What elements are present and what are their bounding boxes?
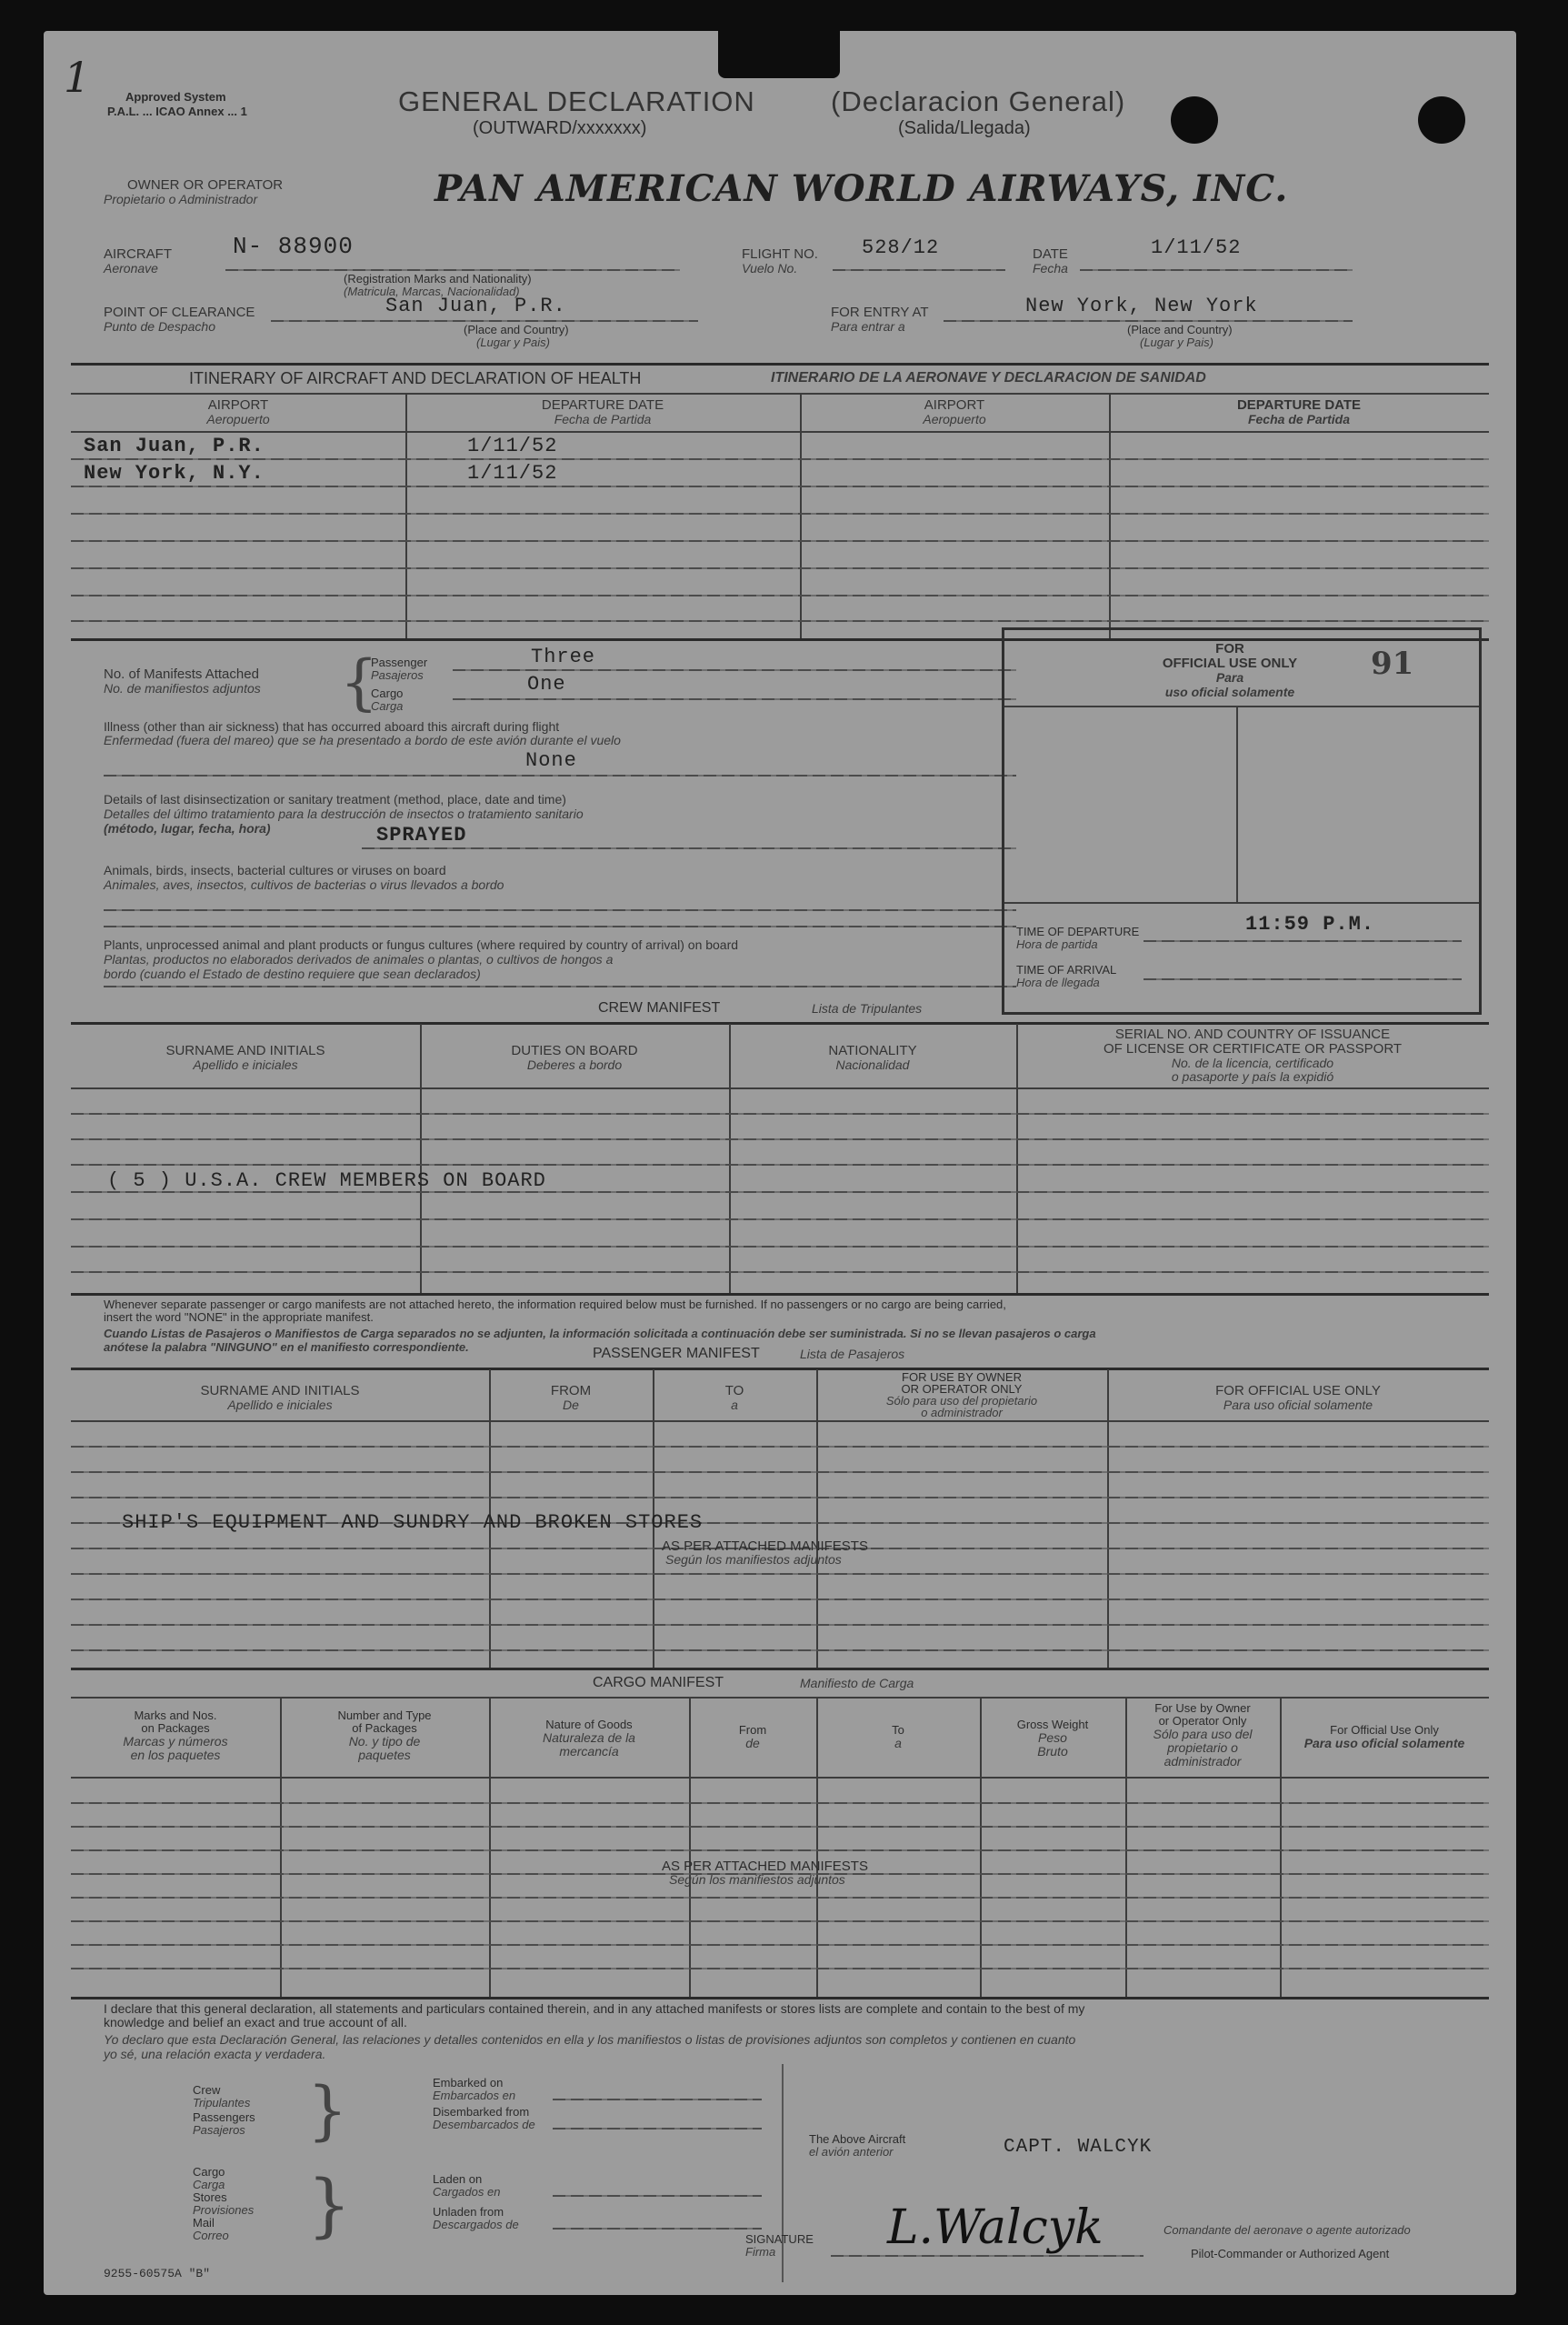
punch-hole <box>1418 96 1465 144</box>
declaration-line-2: knowledge and belief an exact and true account of all. <box>104 2015 407 2029</box>
itinerary-row-2-airport: New York, N.Y. <box>84 462 265 485</box>
cargo-stamp: AS PER ATTACHED MANIFESTS <box>662 1859 868 1874</box>
itin-col-departure-2: DEPARTURE DATE <box>1236 397 1362 413</box>
captain-signature: L.Walcyk <box>887 2200 1104 2255</box>
animals-label-es: Animales, aves, insectos, cultivos de bacterias o virus llevados a bordo <box>104 877 504 892</box>
cargo-col-marks: Marks and Nos. on Packages Marcas y números en los paquetes <box>123 1709 228 1762</box>
itin-col-airport-es: Aeropuerto <box>206 412 270 426</box>
disinsection-value: SPRAYED <box>376 824 467 847</box>
cargo-label: Cargo <box>193 2165 225 2179</box>
entry-label-es: Para entrar a <box>831 319 905 334</box>
itin-col-departure-es: Fecha de Partida <box>554 412 652 426</box>
entry-value: New York, New York <box>1025 295 1258 317</box>
crew-entry: ( 5 ) U.S.A. CREW MEMBERS ON BOARD <box>107 1169 546 1192</box>
plants-label-es-2: bordo (cuando el Estado de destino requiere que sean declarados) <box>104 967 481 981</box>
crew-col-nationality: NATIONALITY <box>828 1043 917 1058</box>
clearance-value: San Juan, P.R. <box>385 295 566 317</box>
notice-line-1: Whenever separate passenger or cargo manifests are not attached hereto, the information required below must be furnished. If no passengers or no cargo are being carried, <box>104 1298 1006 1311</box>
crew-col-duties: DUTIES ON BOARD <box>511 1043 638 1058</box>
itin-col-airport-2: AIRPORT <box>924 397 985 413</box>
owner-value: PAN AMERICAN WORLD AIRWAYS, INC. <box>434 167 1289 210</box>
signature-label-es: Firma <box>745 2245 776 2259</box>
official-box-title-es-2: uso oficial solamente <box>1164 685 1295 699</box>
punch-hole <box>1171 96 1218 144</box>
crew-col-serial: SERIAL NO. AND COUNTRY OF ISSUANCE <box>1114 1027 1391 1042</box>
cargo-col-owner: For Use by Owner or Operator Only Sólo para uso del propietario o administrador <box>1153 1701 1253 1769</box>
brace-right-icon-2: } <box>307 2164 352 2245</box>
above-aircraft-label-es: el avión anterior <box>809 2145 894 2159</box>
date-label: DATE <box>1033 246 1068 262</box>
pax-col-owner-2: OR OPERATOR ONLY <box>901 1382 1023 1396</box>
icao-annex-note: P.A.L. ... ICAO Annex ... 1 <box>107 105 247 118</box>
cargo-label-es: Carga <box>193 2178 225 2191</box>
official-box-title-es: Para <box>1215 670 1244 685</box>
cargo-col-nature: Nature of Goods Naturaleza de la mercancía <box>543 1718 635 1759</box>
entry-note: (Place and Country) <box>1127 323 1233 336</box>
crew-count-label-es: Tripulantes <box>193 2096 251 2110</box>
departure-time-label-es: Hora de partida <box>1016 937 1098 951</box>
passenger-manifest-title: PASSENGER MANIFEST <box>593 1346 760 1361</box>
handwritten-mark: 1 <box>64 53 91 102</box>
declaration-line-4: yo sé, una relación exacta y verdadera. <box>104 2047 326 2061</box>
itinerary-title: ITINERARY OF AIRCRAFT AND DECLARATION OF HEALTH <box>189 369 642 387</box>
animals-label: Animals, birds, insects, bacterial cultures or viruses on board <box>104 863 446 877</box>
cargo-manifest-title: CARGO MANIFEST <box>593 1675 724 1690</box>
itin-col-airport-2-es: Aeropuerto <box>923 412 986 426</box>
entry-label: FOR ENTRY AT <box>831 305 929 320</box>
aircraft-note-es: (Matricula, Marcas, Nacionalidad) <box>344 285 520 298</box>
owner-label: OWNER OR OPERATOR <box>127 177 284 193</box>
torn-notch <box>718 31 840 78</box>
pax-col-owner: FOR USE BY OWNER <box>902 1370 1022 1384</box>
plants-label-es: Plantas, productos no elaborados derivados de animales o plantas, o cultivos de hongos a <box>104 952 614 967</box>
form-direction: (OUTWARD/xxxxxxx) <box>473 118 647 138</box>
signature-label: SIGNATURE <box>745 2232 814 2246</box>
itinerary-row-1-date: 1/11/52 <box>467 435 558 457</box>
manifests-label-es: No. de manifiestos adjuntos <box>104 681 261 696</box>
crew-col-serial-2: OF LICENSE OR CERTIFICATE OR PASSPORT <box>1103 1041 1403 1057</box>
pax-col-owner-es: Sólo para uso del propietario <box>885 1394 1038 1408</box>
crew-col-surname: SURNAME AND INITIALS <box>165 1043 325 1058</box>
official-number-stamp: 91 <box>1371 646 1414 682</box>
flight-label: FLIGHT NO. <box>742 246 818 262</box>
disembarked-label: Disembarked from <box>433 2105 530 2119</box>
form-number: 9255-60575A "B" <box>104 2267 211 2280</box>
flight-value: 528/12 <box>862 236 940 259</box>
form-direction-es: (Salida/Llegada) <box>898 118 1031 138</box>
pax-count-label: Passengers <box>193 2110 255 2124</box>
official-box-title: FOR <box>1215 641 1244 656</box>
stores-label-es: Provisiones <box>193 2203 255 2217</box>
mail-label-es: Correo <box>193 2229 229 2242</box>
date-value: 1/11/52 <box>1151 236 1242 259</box>
commander-label: Pilot-Commander or Authorized Agent <box>1191 2247 1390 2260</box>
form-title-es: (Declaracion General) <box>831 85 1126 117</box>
above-aircraft-label: The Above Aircraft <box>809 2132 906 2146</box>
pax-col-from-es: De <box>563 1398 579 1412</box>
laden-label-es: Cargados en <box>433 2185 501 2199</box>
cargo-col-packages: Number and Type of Packages No. y tipo de paquetes <box>337 1709 432 1762</box>
illness-label-es: Enfermedad (fuera del mareo) que se ha presentado a bordo de este avión durante el vuelo <box>104 733 621 747</box>
crew-col-duties-es: Deberes a bordo <box>526 1057 623 1072</box>
illness-value: None <box>525 749 577 772</box>
embarked-label: Embarked on <box>433 2076 504 2089</box>
embarked-label-es: Embarcados en <box>433 2089 516 2102</box>
passenger-entry: SHIP'S EQUIPMENT AND SUNDRY AND BROKEN STORES <box>122 1511 704 1534</box>
cargo-count-label: Cargo <box>371 686 404 700</box>
cargo-stamp-es: Según los manifiestos adjuntos <box>669 1872 845 1887</box>
plants-label: Plants, unprocessed animal and plant products or fungus cultures (where required by country of arrival) on board <box>104 937 739 952</box>
cargo-col-official: For Official Use Only Para uso oficial solamente <box>1303 1723 1465 1750</box>
disinsection-label: Details of last disinsectization or sanitary treatment (method, place, date and time) <box>104 792 566 807</box>
pax-col-official: FOR OFFICIAL USE ONLY <box>1215 1383 1381 1398</box>
pax-col-to-es: a <box>731 1398 738 1412</box>
itinerary-title-es: ITINERARIO DE LA AERONAVE Y DECLARACION DE SANIDAD <box>771 370 1206 386</box>
approved-system-note: Approved System <box>125 90 226 104</box>
clearance-label: POINT OF CLEARANCE <box>104 305 255 320</box>
clearance-note-es: (Lugar y Pais) <box>476 336 550 349</box>
declaration-form-sheet <box>44 31 1516 2295</box>
form-title: GENERAL DECLARATION <box>398 85 755 117</box>
date-label-es: Fecha <box>1033 261 1068 276</box>
itinerary-row-2-date: 1/11/52 <box>467 462 558 485</box>
passenger-stamp-es: Según los manifiestos adjuntos <box>665 1552 842 1567</box>
passenger-label-es: Pasajeros <box>371 668 424 682</box>
clearance-note: (Place and Country) <box>464 323 569 336</box>
notice-line-2: insert the word "NONE" in the appropriate manifest. <box>104 1310 374 1324</box>
pax-count-label-es: Pasajeros <box>193 2123 245 2137</box>
unladen-label: Unladen from <box>433 2205 504 2219</box>
arrival-time-label: TIME OF ARRIVAL <box>1016 963 1117 977</box>
pax-col-to: TO <box>724 1383 744 1398</box>
cargo-col-from: From de <box>738 1723 767 1750</box>
unladen-label-es: Descargados de <box>433 2218 519 2231</box>
owner-label-es: Propietario o Administrador <box>104 192 258 206</box>
pax-col-official-es: Para uso oficial solamente <box>1223 1398 1373 1412</box>
pax-col-from: FROM <box>550 1383 592 1398</box>
departure-time-label: TIME OF DEPARTURE <box>1016 925 1140 938</box>
laden-label: Laden on <box>433 2172 483 2186</box>
crew-col-nationality-es: Nacionalidad <box>835 1057 910 1072</box>
itin-col-airport: AIRPORT <box>207 397 269 413</box>
passenger-value: Three <box>531 646 596 668</box>
arrival-time-label-es: Hora de llegada <box>1016 976 1100 989</box>
crew-manifest-title: CREW MANIFEST <box>598 1000 721 1016</box>
brace-icon: { <box>340 647 378 717</box>
cargo-count-label-es: Carga <box>371 699 404 713</box>
entry-note-es: (Lugar y Pais) <box>1140 336 1213 349</box>
crew-count-label: Crew <box>193 2083 221 2097</box>
cargo-count-value: One <box>527 673 566 696</box>
pax-col-surname-es: Apellido e iniciales <box>227 1398 333 1412</box>
disembarked-label-es: Desembarcados de <box>433 2118 535 2131</box>
crew-manifest-title-es: Lista de Tripulantes <box>812 1001 923 1016</box>
manifests-label: No. of Manifests Attached <box>104 666 259 682</box>
notice-line-4: anótese la palabra "NINGUNO" en el manifiesto correspondiente. <box>104 1340 469 1354</box>
clearance-label-es: Punto de Despacho <box>104 319 215 334</box>
itinerary-row-1-airport: San Juan, P.R. <box>84 435 265 457</box>
brace-right-icon: } <box>307 2073 348 2148</box>
cargo-col-weight: Gross Weight Peso Bruto <box>1016 1718 1089 1759</box>
aircraft-note: (Registration Marks and Nationality) <box>344 272 532 286</box>
flight-label-es: Vuelo No. <box>742 261 798 276</box>
captain-name: CAPT. WALCYK <box>1004 2137 1153 2158</box>
disinsection-label-es-2: (método, lugar, fecha, hora) <box>104 821 271 836</box>
disinsection-label-es: Detalles del último tratamiento para la destrucción de insectos o tratamiento sanitario <box>104 807 584 821</box>
crew-col-serial-es: No. de la licencia, certificado <box>1171 1056 1334 1070</box>
passenger-stamp: AS PER ATTACHED MANIFESTS <box>662 1538 868 1554</box>
aircraft-value: N- 88900 <box>233 233 354 260</box>
pax-col-surname: SURNAME AND INITIALS <box>200 1383 360 1398</box>
pax-col-owner-es-2: o administrador <box>921 1406 1003 1419</box>
crew-col-surname-es: Apellido e iniciales <box>193 1057 298 1072</box>
departure-time-value: 11:59 P.M. <box>1245 913 1375 936</box>
stores-label: Stores <box>193 2190 227 2204</box>
itin-col-departure: DEPARTURE DATE <box>541 397 664 413</box>
crew-col-serial-es-2: o pasaporte y país la expidió <box>1171 1069 1334 1084</box>
cargo-manifest-title-es: Manifiesto de Carga <box>800 1676 914 1690</box>
illness-label: Illness (other than air sickness) that has occurred aboard this aircraft during flight <box>104 719 560 734</box>
declaration-line-1: I declare that this general declaration, all statements and particulars contained therein, and in any attached manifests or stores lists are complete and contain to the best of my <box>104 2001 1085 2016</box>
itin-col-departure-2-es: Fecha de Partida <box>1247 412 1351 426</box>
passenger-label: Passenger <box>371 656 428 669</box>
commander-label-es: Comandante del aeronave o agente autorizado <box>1164 2223 1411 2237</box>
aircraft-label-es: Aeronave <box>104 261 158 276</box>
notice-line-3: Cuando Listas de Pasajeros o Manifiestos de Carga separados no se adjunten, la información solicitada a continuación debe ser suministrada. Si no se llevan pasajeros o carga <box>104 1327 1096 1340</box>
passenger-manifest-title-es: Lista de Pasajeros <box>800 1347 905 1361</box>
official-box-title-2: OFFICIAL USE ONLY <box>1162 656 1298 671</box>
cargo-col-to: To a <box>892 1723 904 1750</box>
declaration-line-3: Yo declaro que esta Declaración General, las relaciones y detalles contenidos en ella y los manifiestos o listas de provisiones adjuntos son completos y contienen en cuanto <box>104 2032 1076 2047</box>
aircraft-label: AIRCRAFT <box>104 246 172 262</box>
mail-label: Mail <box>193 2216 215 2230</box>
